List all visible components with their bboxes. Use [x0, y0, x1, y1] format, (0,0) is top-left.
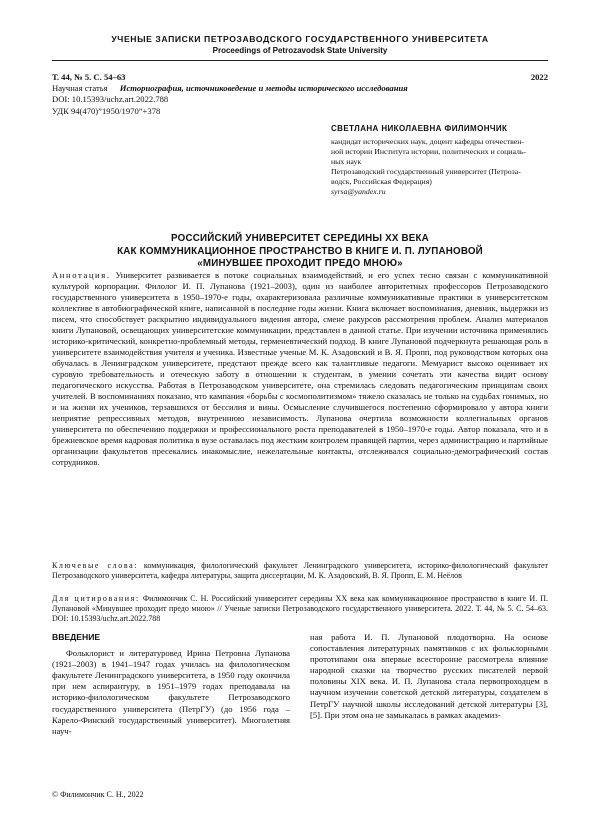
doi: DOI: 10.15393/uchz.art.2022.788: [52, 94, 169, 105]
abstract-text: Университет развивается в потоке социальных взаимодействий, и его успех тесно связан с коммуникативной культурой корпорации. Филолог И. П. Лупанова (1921–2003), один из наиболее авторитетных профессоров Петрозаводского государственного университета в 1950–1970-е годы, охарактеризовала различные коммуникативные практики в университетском коллективе в автобиографической книге, написанной в последние годы жизни. Книга включает воспоминания, дневник, выдержки из писем, что способствует раскрытию индивидуального видения автора, смене ракурсов рассмотрения проблем. Анализ материалов книги Лупановой, освещающих университетские коммуникации, представлен в данной статье. При изучении источника применялись историко-критический, конкретно-проблемный методы, герменевтический подход. В книге Лупановой подчеркнута решающая роль в университете взаимодействия учителя и ученика. Известные ученые М. К. Азадовский и В. Я. Пропп, под руководством которых она обучалась в Ленинградском университете, предстают прежде всего как талантливые педагоги. Мемуарист высоко оценивает их суровую требовательность и отеческую заботу в отношении к студентам, в умении сочетать эти качества видит основу педагогического искусства. Работая в Петрозаводском университете, она стремилась следовать педагогическим принципам своих учителей. В воспоминаниях показано, что кампания «борьбы с космополитизмом» тяжело сказалась не только на судьбах гонимых, но и на жизни их учеников, терзавшихся от бессилия и вины. Осмысление случившегося постепенно сформировало у автора книги неприятие репрессивных методов, внутреннюю независимость. Лупанова очертила возможности коллегиальных органов университета по обеспечению поддержки и профессионального роста преподавателей в 1950–1970-е годы. Автор показала, что и в брежневское время кадровая политика в вузе оставалась под жестким контролем правящей партии, через администрацию и партийные организации факультетов пресекались инакомыслие, нежелательные контакты, отслеживался социально-демографический состав сотрудников.: [52, 270, 548, 467]
body-column-left: [52, 632, 290, 737]
abstract: [52, 270, 548, 468]
citation-label: Для цитирования:: [52, 594, 140, 603]
abstract-label: Аннотация.: [52, 270, 111, 280]
copyright: © Филимончик С. Н., 2022: [52, 790, 144, 799]
year: 2022: [530, 72, 548, 82]
author-email: syrsa@yandex.ru: [331, 187, 386, 196]
paragraph: ная работа И. П. Лупановой плодотворна. На основе сопоставления литературных памятников с их фольклорными прототипами она впервые всесторонне рассмотрела влияние народной сказки на творчество русских писателей первой половины XIX века. И. П. Лупанова стала первопроходцем в научном изучении советской детской литературы, создателем в ПетрГУ научной школы исследований детской литературы [3], [5]. При этом она не замыкалась в рамках академиз-: [310, 632, 548, 720]
article-title-line: КАК КОММУНИКАЦИОННОЕ ПРОСТРАНСТВО В КНИГЕ И. П. ЛУПАНОВОЙ: [117, 245, 483, 257]
author-affiliation-line: ной истории Института истории, политических и социаль-: [331, 147, 527, 156]
journal-title-en: Proceedings of Petrozavodsk State University: [212, 46, 388, 55]
article-type: Научная статья: [52, 83, 108, 94]
citation: [52, 594, 548, 623]
article-title: [60, 233, 540, 271]
paragraph: Фольклорист и литературовед Ирина Петровна Лупанова (1921–2003) в 1941–1947 годах училась на филологическом факультете Ленинградского университета, в 1950 году окончила при нем аспирантуру, в 1951–1979 годах преподавала на историко-филологическом факультете Петрозаводского государственного университета (ПетрГУ) (до 1956 года – Карело-Финский государственный университет). Многолетняя науч-: [52, 648, 290, 736]
volume-info: Т. 44, № 5. С. 54–63: [52, 72, 126, 82]
section-heading: ВВЕДЕНИЕ: [52, 632, 101, 642]
article-category: Историография, источниковедение и методы исторического исследования: [119, 83, 408, 94]
body-column-right: [310, 632, 548, 721]
author-block: [331, 124, 551, 197]
keywords-label: Ключевые слова:: [52, 561, 139, 570]
author-affiliation-line: Петрозаводский государственный университет (Петроза-: [331, 167, 521, 176]
header-rule: [52, 60, 548, 61]
article-title-line: РОССИЙСКИЙ УНИВЕРСИТЕТ СЕРЕДИНЫ XX ВЕКА: [171, 233, 429, 244]
author-affiliation-line: ных наук: [331, 157, 362, 166]
keywords: [52, 561, 548, 581]
author-affiliation-line: кандидат исторических наук, доцент кафедры отечествен-: [331, 137, 524, 146]
journal-header: [0, 34, 600, 55]
article-title-line: «МИНУВШЕЕ ПРОХОДИТ ПРЕДО МНОЮ»: [197, 258, 403, 269]
article-meta: [52, 72, 548, 117]
udc: УДК 94(470)”1950/1970”+378: [52, 105, 161, 116]
journal-title-ru: УЧЕНЫЕ ЗАПИСКИ ПЕТРОЗАВОДСКОГО ГОСУДАРСТВЕННОГО УНИВЕРСИТЕТА: [111, 34, 489, 44]
author-affiliation-line: водск, Российская Федерация): [331, 177, 432, 186]
keywords-text: коммуникация, филологический факультет Ленинградского университета, историко-филологический факультет Петрозаводского университета, кафедра литературы, защита диссертации, М. К. Азадовский, В. Я. Пропп, Е. М. Неёлов: [52, 561, 549, 580]
author-name: СВЕТЛАНА НИКОЛАЕВНА ФИЛИМОНЧИК: [331, 124, 508, 133]
citation-text: Филимончик С. Н. Российский университет середины XX века как коммуникационное пространство в книге И. П. Лупановой «Минувшее проходит предо мною» // Ученые записки Петрозаводского государственного университета. 2022. Т. 44, № 5. С. 54–63. DOI: 10.15393/uchz.art.2022.788: [52, 594, 549, 623]
